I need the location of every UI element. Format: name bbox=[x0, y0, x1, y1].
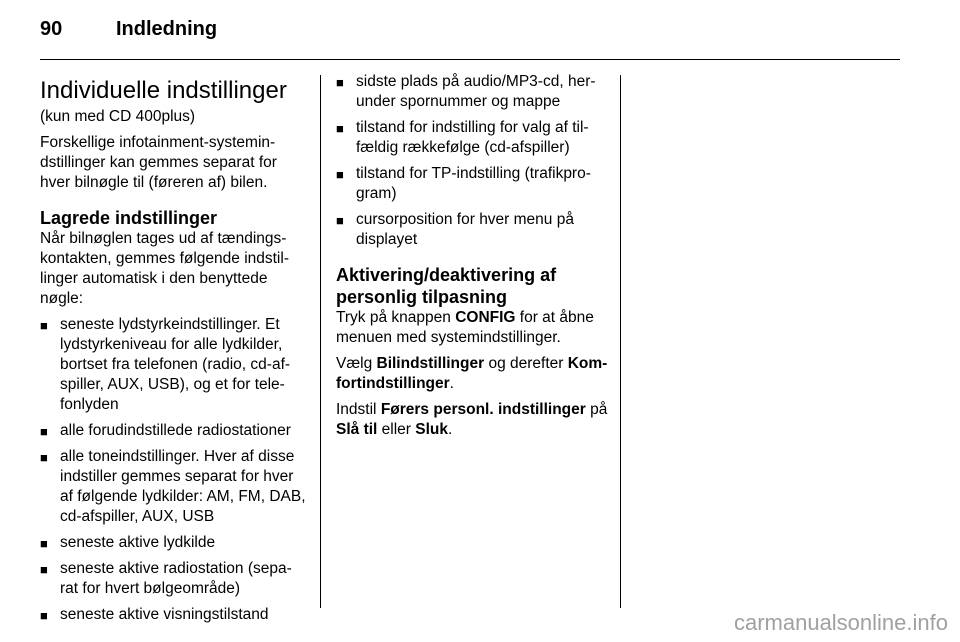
vehicle-settings-paragraph: Vælg Bilindstillinger og derefter Kom-fortindstillinger. bbox=[336, 355, 608, 392]
bullet-icon: ■ bbox=[336, 167, 344, 182]
subintro-paragraph: Når bilnøglen tages ud af tændings-kontakten, gemmes følgende indstil-linger automatisk i den benyttede nøgle: bbox=[40, 230, 289, 307]
subheading: Lagrede indstillinger bbox=[40, 208, 218, 228]
watermark: carmanualsonline.info bbox=[733, 610, 948, 635]
bullet-icon: ■ bbox=[40, 318, 48, 333]
activation-heading: Aktivering/deaktivering af personlig tilpasning bbox=[336, 265, 557, 307]
column-divider bbox=[620, 75, 621, 608]
intro-paragraph: Forskellige infotainment-systemin-dstillinger kan gemmes separat for hver bilnøgle til (føreren af) bilen. bbox=[40, 134, 277, 191]
list-item: ■ cursorposition for hver menu på displayet bbox=[336, 211, 574, 248]
page-header bbox=[40, 18, 217, 41]
page-title: Individuelle indstillinger bbox=[40, 77, 287, 104]
column-divider bbox=[320, 75, 321, 608]
bullet-icon: ■ bbox=[336, 121, 344, 136]
bullet-icon: ■ bbox=[40, 562, 48, 577]
list-item: ■ tilstand for TP-indstilling (trafikpro-gram) bbox=[336, 165, 591, 202]
stored-settings-list bbox=[40, 315, 308, 625]
list-item: ■ tilstand for indstilling for valg af til-fældig rækkefølge (cd-afspiller) bbox=[336, 119, 589, 156]
bullet-icon: ■ bbox=[40, 424, 48, 439]
driver-settings-paragraph: Indstil Førers personl. indstillinger på Slå til eller Sluk. bbox=[336, 401, 608, 438]
bullet-icon: ■ bbox=[40, 608, 48, 623]
stored-settings-list-continued bbox=[336, 72, 608, 250]
config-paragraph: Tryk på knappen CONFIG for at åbne menuen med systemindstillinger. bbox=[336, 309, 594, 346]
header-rule bbox=[40, 59, 900, 60]
list-item: ■ alle forudindstillede radiostationer bbox=[40, 421, 308, 441]
list-item: ■ seneste lydstyrkeindstillinger. Et lydstyrkeniveau for alle lydkilder, bortset fra telefonen (radio, cd-af-spiller, AUX, USB), og et for tele-fonlyden bbox=[40, 316, 291, 413]
list-item: ■ seneste aktive lydkilde bbox=[40, 533, 308, 553]
page-number: 90 bbox=[40, 18, 63, 40]
list-item: ■ sidste plads på audio/MP3-cd, her-under spornummer og mappe bbox=[336, 73, 596, 110]
right-column bbox=[336, 72, 608, 446]
list-item: ■ seneste aktive radiostation (sepa-rat for hvert bølgeområde) bbox=[40, 560, 292, 597]
list-item: ■ seneste aktive visningstilstand bbox=[40, 605, 308, 625]
bullet-icon: ■ bbox=[336, 213, 344, 228]
left-column bbox=[40, 72, 308, 631]
bullet-icon: ■ bbox=[40, 536, 48, 551]
list-item: ■ alle toneindstillinger. Hver af disse indstiller gemmes separat for hver af følgende lydkilder: AM, FM, DAB, cd-afspiller, AUX, USB bbox=[40, 448, 306, 525]
bullet-icon: ■ bbox=[336, 75, 344, 90]
section-title: Indledning bbox=[116, 18, 218, 40]
bullet-icon: ■ bbox=[40, 450, 48, 465]
subtitle: (kun med CD 400plus) bbox=[40, 108, 196, 125]
